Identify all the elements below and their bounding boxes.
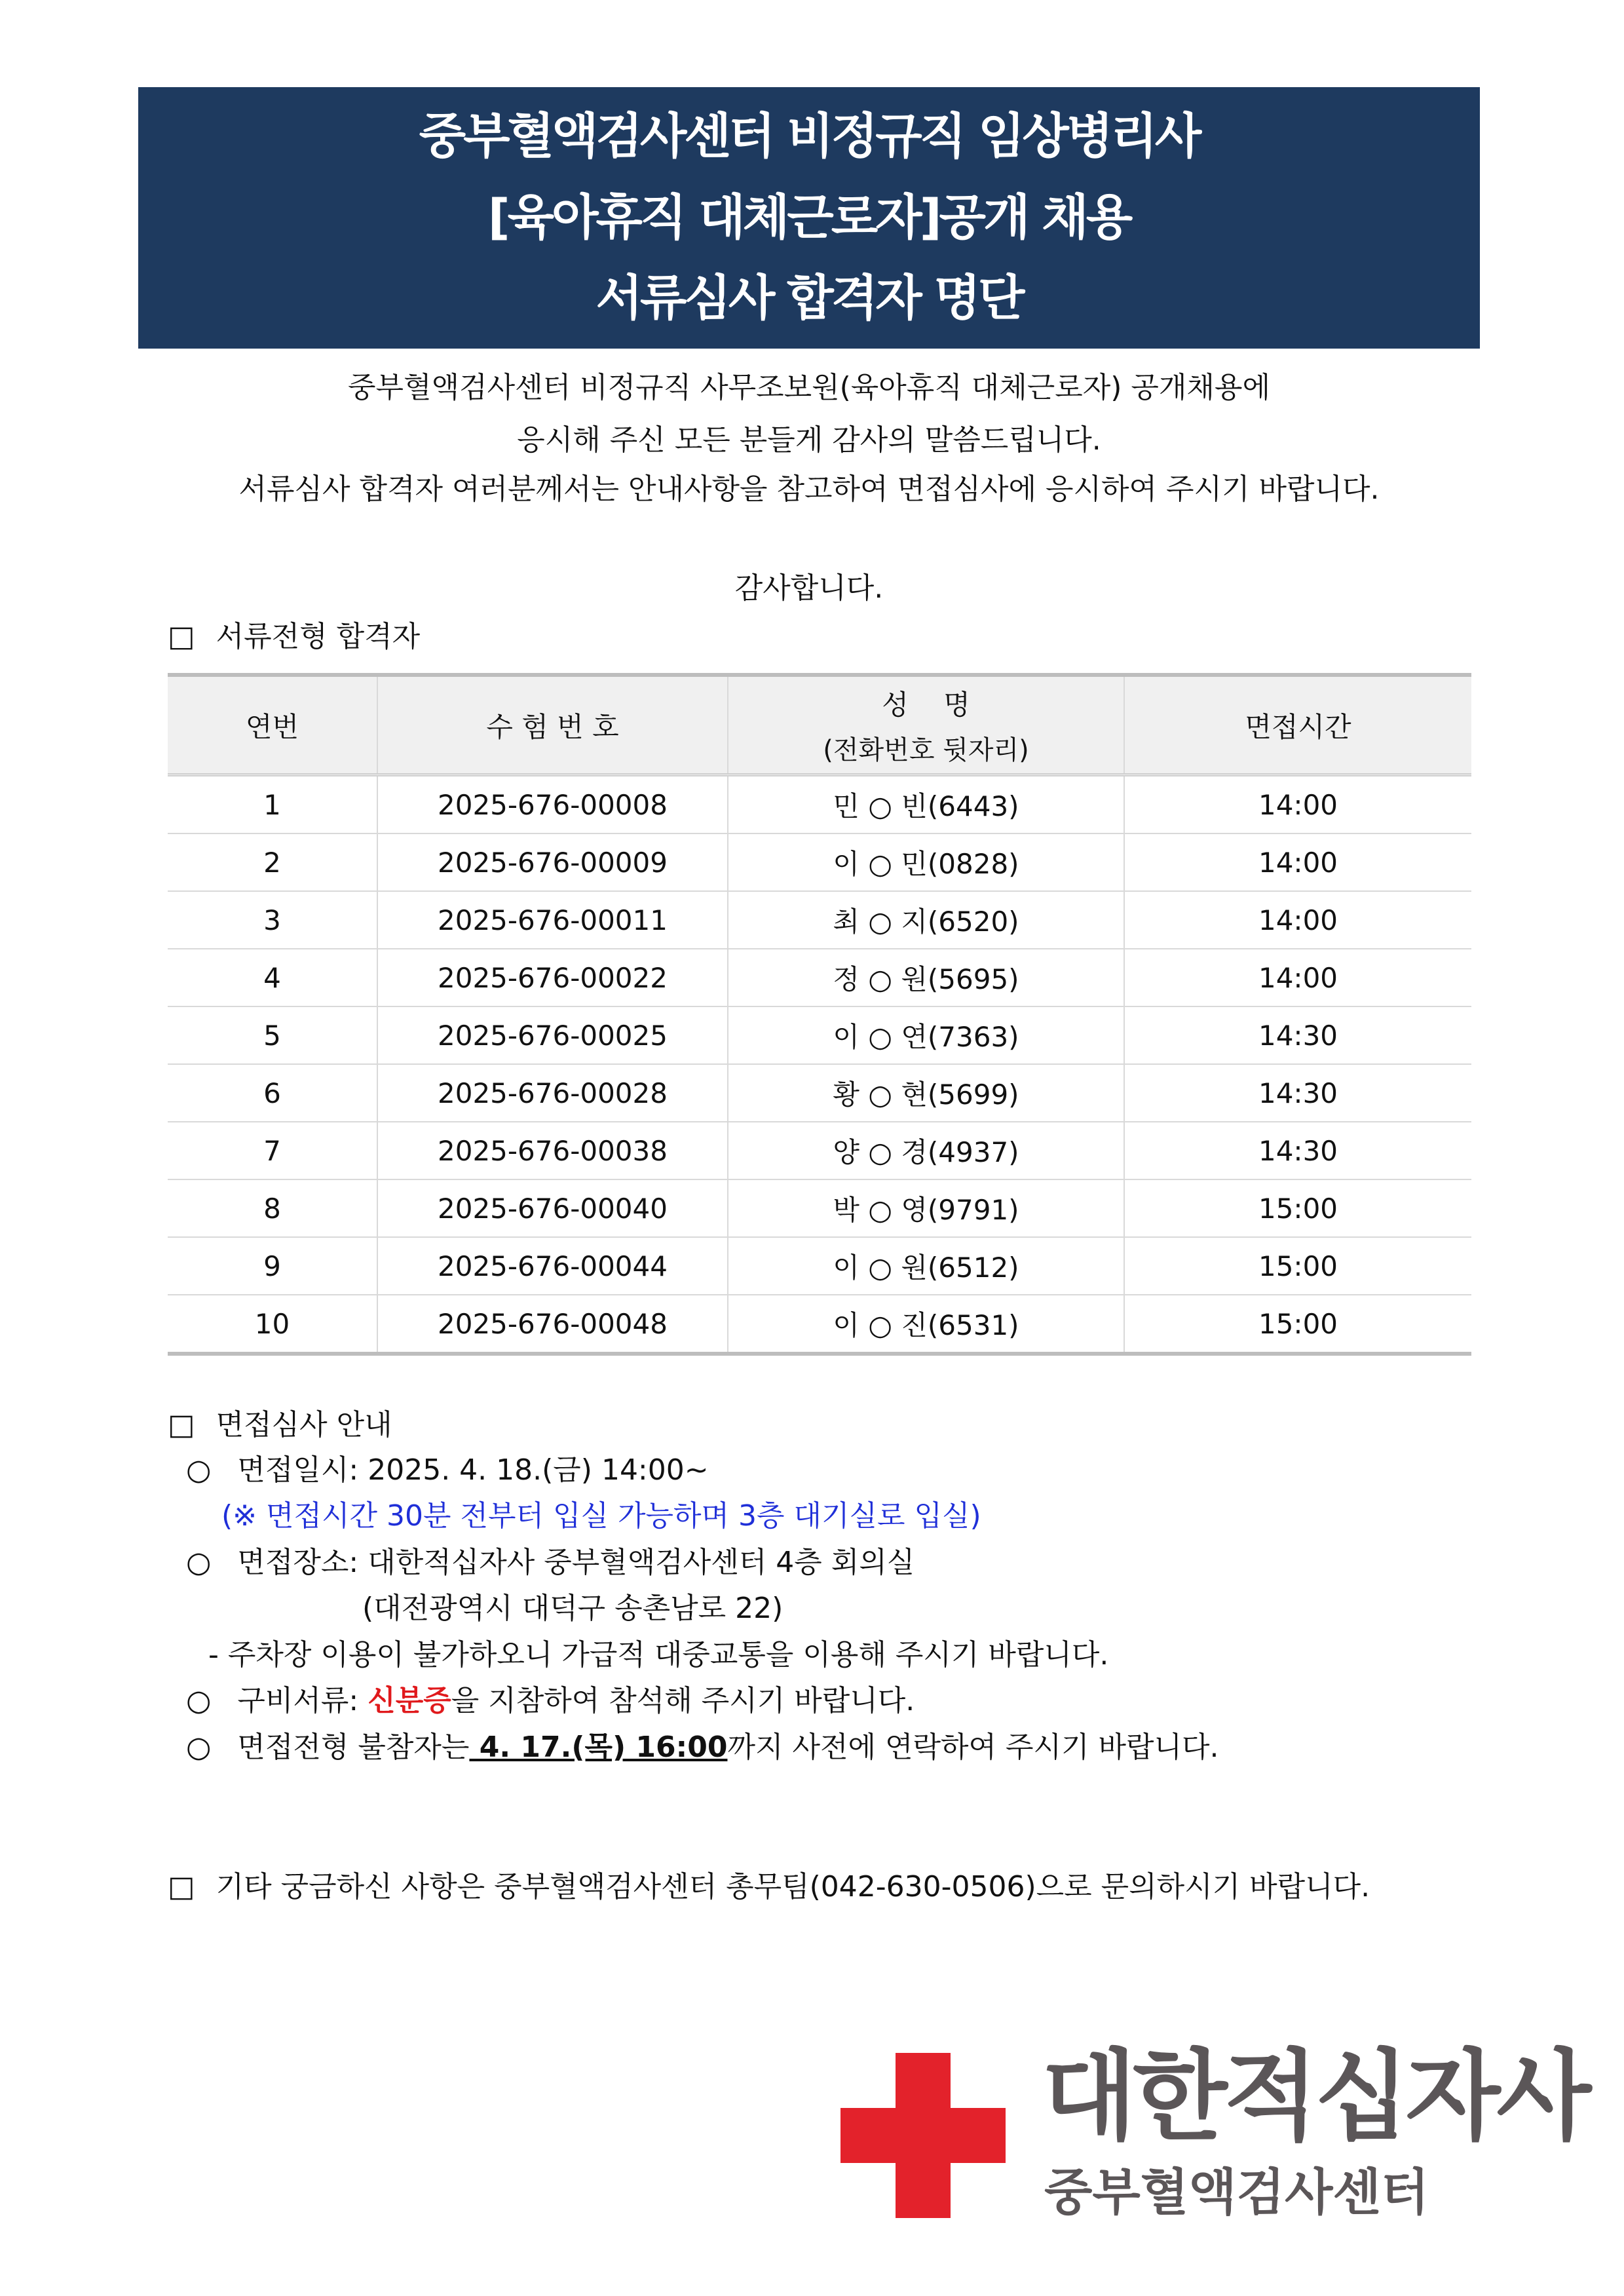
- interview-date-note: (※ 면접시간 30분 전부터 입실 가능하며 3층 대기실로 입실): [221, 1499, 981, 1533]
- circle-bullet-icon: ○: [186, 1684, 212, 1717]
- intro-line-3: 서류심사 합격자 여러분께서는 안내사항을 참고하여 면접심사에 응시하여 주시기 바랍니다.: [238, 472, 1380, 506]
- required-docs-highlight: 신분증: [368, 1684, 451, 1717]
- circle-bullet-icon: ○: [186, 1453, 212, 1487]
- cell-exam-no: 2025-676-00028: [377, 1064, 728, 1122]
- cell-no: 8: [168, 1179, 377, 1237]
- cell-name: 이 ○ 원(6512): [728, 1237, 1124, 1295]
- parking-note: - 주차장 이용이 불가하오니 가급적 대중교통을 이용해 주시기 바랍니다.: [208, 1638, 1109, 1672]
- cell-exam-no: 2025-676-00048: [377, 1295, 728, 1354]
- header-time: 면접시간: [1124, 675, 1471, 775]
- cell-name: 최 ○ 지(6520): [728, 891, 1124, 949]
- thanks-text: 감사합니다.: [734, 571, 884, 605]
- table-row: [168, 775, 1471, 834]
- table-row: [168, 949, 1471, 1006]
- cell-time: 14:00: [1124, 833, 1471, 891]
- cell-name: 민 ○ 빈(6443): [728, 775, 1124, 834]
- cell-time: 14:00: [1124, 775, 1471, 834]
- table-row: [168, 1006, 1471, 1064]
- cell-no: 7: [168, 1122, 377, 1179]
- cell-exam-no: 2025-676-00022: [377, 949, 728, 1006]
- cell-time: 14:00: [1124, 891, 1471, 949]
- cell-name: 박 ○ 영(9791): [728, 1179, 1124, 1237]
- absence-suffix: 까지 사전에 연락하여 주시기 바랍니다.: [727, 1731, 1219, 1764]
- title-line-3: 서류심사 합격자 명단: [595, 270, 1023, 327]
- table-row: [168, 1122, 1471, 1179]
- interview-section-heading: [168, 1406, 392, 1445]
- absence-prefix: 면접전형 불참자는: [237, 1731, 470, 1764]
- cell-name: 양 ○ 경(4937): [728, 1122, 1124, 1179]
- results-table: [168, 673, 1471, 1356]
- title-line-1: 중부혈액검사센터 비정규직 임상병리사: [419, 108, 1199, 165]
- header-name-sub: (전화번호 뒷자리): [823, 735, 1029, 765]
- contact-section: [168, 1867, 1370, 1907]
- table-row: [168, 1237, 1471, 1295]
- interview-date-line: [186, 1451, 709, 1490]
- cell-exam-no: 2025-676-00040: [377, 1179, 728, 1237]
- absence-deadline: 4. 17.(목) 16:00: [469, 1731, 728, 1764]
- square-bullet-icon: □: [168, 1870, 195, 1904]
- interview-section-title: 면접심사 안내: [216, 1408, 392, 1442]
- logo-org-name: 대한적십자사: [1042, 2040, 1588, 2154]
- required-docs-suffix: 을 지참하여 참석해 주시기 바랍니다.: [451, 1684, 915, 1717]
- cell-exam-no: 2025-676-00044: [377, 1237, 728, 1295]
- cell-exam-no: 2025-676-00038: [377, 1122, 728, 1179]
- absence-notice-line: [186, 1728, 1218, 1767]
- title-line-2: [육아휴직 대체근로자]공개 채용: [487, 189, 1131, 246]
- cell-no: 4: [168, 949, 377, 1006]
- logo-center-name: 중부혈액검사센터: [1044, 2163, 1429, 2221]
- square-bullet-icon: □: [168, 1408, 195, 1442]
- cell-name: 이 ○ 민(0828): [728, 833, 1124, 891]
- interview-address: (대전광역시 대덕구 송촌남로 22): [362, 1592, 784, 1625]
- table-header-row: [168, 675, 1471, 775]
- red-cross-logo-icon: [840, 2053, 1006, 2218]
- cell-no: 5: [168, 1006, 377, 1064]
- intro-line-1: 중부혈액검사센터 비정규직 사무조보원(육아휴직 대체근로자) 공개채용에: [348, 371, 1270, 404]
- square-bullet-icon: □: [168, 620, 195, 653]
- cell-time: 14:30: [1124, 1122, 1471, 1179]
- table-row: [168, 1295, 1471, 1354]
- cell-no: 1: [168, 775, 377, 834]
- cell-no: 3: [168, 891, 377, 949]
- cell-time: 14:30: [1124, 1006, 1471, 1064]
- cell-time: 14:30: [1124, 1064, 1471, 1122]
- cell-no: 9: [168, 1237, 377, 1295]
- circle-bullet-icon: ○: [186, 1546, 212, 1579]
- header-name: [728, 675, 1124, 775]
- cell-name: 황 ○ 현(5699): [728, 1064, 1124, 1122]
- table-row: [168, 891, 1471, 949]
- cell-no: 6: [168, 1064, 377, 1122]
- cell-name: 이 ○ 연(7363): [728, 1006, 1124, 1064]
- intro-line-2: 응시해 주신 모든 분들게 감사의 말씀드립니다.: [517, 423, 1101, 457]
- interview-place: 면접장소: 대한적십자사 중부혈액검사센터 4층 회의실: [237, 1546, 915, 1579]
- header-no: 연번: [168, 675, 377, 775]
- cell-name: 정 ○ 원(5695): [728, 949, 1124, 1006]
- cell-time: 15:00: [1124, 1295, 1471, 1354]
- cell-exam-no: 2025-676-00025: [377, 1006, 728, 1064]
- contact-text: 기타 궁금하신 사항은 중부혈액검사센터 총무팀(042-630-0506)으로 문의하시기 바랍니다.: [216, 1870, 1370, 1904]
- cell-no: 2: [168, 833, 377, 891]
- table-row: [168, 833, 1471, 891]
- cell-time: 15:00: [1124, 1237, 1471, 1295]
- cell-exam-no: 2025-676-00011: [377, 891, 728, 949]
- results-section-title: 서류전형 합격자: [216, 620, 421, 653]
- cell-no: 10: [168, 1295, 377, 1354]
- circle-bullet-icon: ○: [186, 1731, 212, 1764]
- header-exam-no: 수 험 번 호: [377, 675, 728, 775]
- results-section-heading: [168, 617, 420, 657]
- title-banner: [138, 87, 1480, 349]
- required-docs-prefix: 구비서류:: [237, 1684, 368, 1717]
- cell-exam-no: 2025-676-00009: [377, 833, 728, 891]
- cell-time: 14:00: [1124, 949, 1471, 1006]
- interview-place-line: [186, 1543, 915, 1582]
- table-row: [168, 1179, 1471, 1237]
- cell-exam-no: 2025-676-00008: [377, 775, 728, 834]
- cell-name: 이 ○ 진(6531): [728, 1295, 1124, 1354]
- cell-time: 15:00: [1124, 1179, 1471, 1237]
- header-name-label: 성 명: [882, 689, 970, 721]
- required-docs-line: [186, 1681, 915, 1721]
- interview-date: 면접일시: 2025. 4. 18.(금) 14:00~: [237, 1453, 709, 1487]
- table-row: [168, 1064, 1471, 1122]
